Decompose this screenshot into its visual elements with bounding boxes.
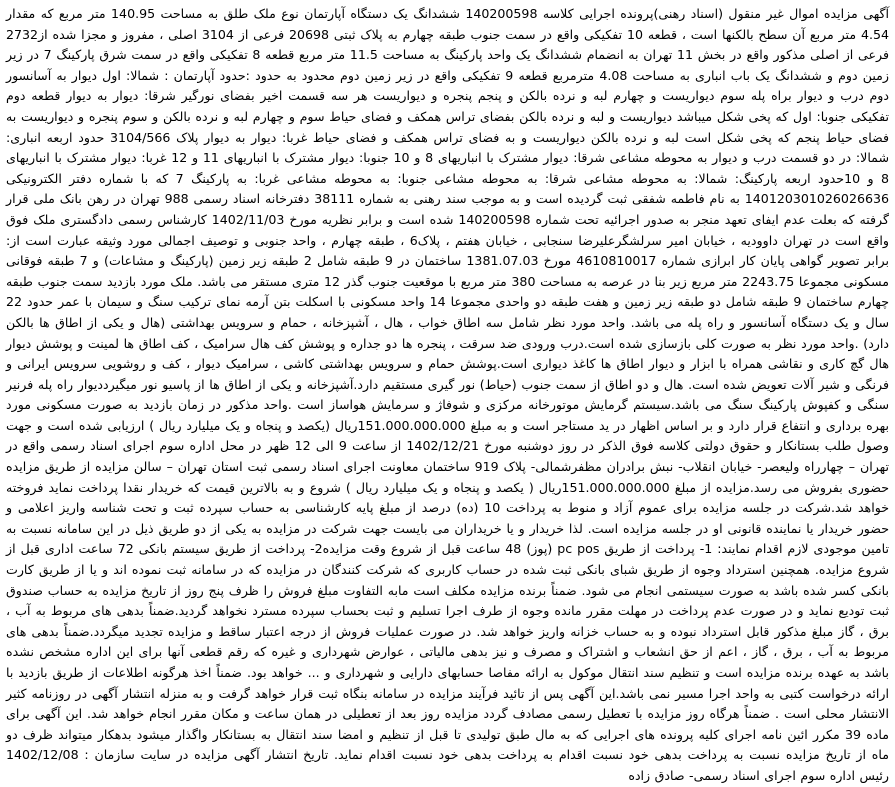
auction-notice-text: آگهی مزایده اموال غیر منقول (اسناد رهنی)پرونده اجرایی کلاسه 140200598 ششدانگ یک دستگاه آپارتمان نوع ملک طلق به مساحت 140.95 متر مربع که مقدار 4.54 متر مربع آن سطح بالکنها است ، قطعه 10 تفکیکی واقع در سمت جنوب طبقه چهارم به پلاک ثبتی 20698 فرعی از 3104 اصلی ، مفروز و مجزا شده از2732 فرعی از اصلی مذکور واقع در بخش 11 تهران به انضمام ششدانگ یک واحد پارکینگ به مساحت 11.5 متر مربع قطعه 8 تفکیکی واقع در سمت شرق پارکینگ 7 در زیر زمین دوم و ششدانگ یک باب انباری به مساحت 4.08 مترمربع قطعه 9 تفکیکی واقع در زیر زمین دوم محدود به حدود :حدود آپارتمان : شمالا: اول دیوار به آسانسور دوم درب و دیوار براه پله سوم دیواریست و چهارم لبه و نرده بالکن و پنجم پنجره و دیواریست هر سه قسمت اخیر بفضای نورگیر شرقا: دیوار به دیوار قطعه دوم تفکیکی جنوبا: اول که پخی شکل میباشد دیواریست و لبه و نرده بالکن بفضای تراس همکف و فضای حیاط سوم و چهارم لبه و نرده بالکن و سوم پنجره و دیواریست به فضای حیاط پنجم که پخی شکل است لبه و نرده بالکن دیواریست و به فضای تراس همکف و فضای حیاط غربا: دیوار به دیوار پلاک 3104/566 حدود اربعه انباری: شمالا: در دو قسمت درب و دیوار به محوطه مشاعی شرقا: دیوار مشترک با انباریهای 8 و 10 جنوبا: دیوار مشترک با انباریهای 11 و 12 غربا: دیوار مشترک با انباریهای 8 و 10حدود اربعه پارکینگ: شمالا: به محوطه مشاعی شرقا: به محوطه مشاعی جنوبا: به محوطه مشاعی غربا: به پارکینگ 7 که با شماره دفتر الکترونیکی 140120301026026636 به نام فاطمه شفقی ثبت گردیده است و به موجب سند رهنی به شماره 38111 دفترخانه اسناد رسمی 988 تهران در رهن بانک ملی قرار گرفته که بعلت عدم ایفای تعهد منجر به صدور اجرائیه تحت شماره 140200598 شده است و برابر نظریه مورخ 1402/11/03 کارشناس رسمی دادگستری ملک فوق واقع است در تهران داوودیه ، خیابان امیر سرلشگرعلیرضا سنجابی ، خیابان هفتم ، پلاک6 ، طبقه چهارم ، واحد جنوبی و توصیف اجمالی مورد وثیقه عبارت است از: برابر تصویر گواهی پایان کار ابرازی شماره 4610810017 مورخ 1381.07.03 ساختمان در 9 طبقه شامل 2 طبقه زیر زمین (پارکینگ و مشاعات) و 7 طبقه فوقانی مسکونی مجموعا 2243.75 متر مربع زیر بنا در عرصه به مساحت 380 متر مربع با موقعیت جنوب گذر 12 متری مستقر می باشد. ملک مورد بازدید سمت جنوب طبقه چهارم ساختمان 9 طبقه شامل دو طبقه زیر زمین و هفت طبقه دو واحدی مجموعا 14 واحد مسکونی با اسکلت بتن آرمه نمای ترکیب سنگ و سیمان با عمر حدود 22 سال و یک دستگاه آسانسور و راه پله می باشد. واحد مورد نظر شامل سه اطاق خواب ، هال ، آشپزخانه ، حمام و سرویس بهداشتی (هال و یکی از اطاق ها بالکن دارد) .واحد مورد نظر به صورت کلی بازسازی شده است.درب ورودی ضد سرقت ، پنجره ها دو جداره و پوشش کف هال سرامیک ، کف اطاق ها لمینت و پوشش دیوار هال گچ کاری و نقاشی همراه با ابزار و دیوار اطاق ها کاغذ دیواری است.پوشش حمام و سرویس بهداشتی کاشی ، سرامیک دیوار ، کف و روشویی سرویس ایرانی و فرنگی و شیر آلات تعویض شده است. هال و دو اطاق از سمت جنوب (حیاط) نور گیری مستقیم دارد.آشپزخانه و یکی از اطاق ها از پاسیو نور میگیرددیوار راه پله فرنیر سنگی و کفپوش پارکینگ سنگ می باشد.سیستم گرمایش موتورخانه مرکزی و شوفاژ و سرمایش هواساز است .واحد مذکور در زمان بازدید به صورت مسکونی مورد بهره برداری و انتفاع قرار دارد و بر اساس اظهار در ید مستاجر است و به مبلغ 151.000.000.000ریال (یکصد و پنجاه و یک میلیارد ریال ) ارزیابی شده است و جهت وصول طلب بستانکار و حقوق دولتی کلاسه فوق الذکر در روز دوشنبه مورخ 1402/12/21 از ساعت 9 الی 12 ظهر در محل اداره سوم اجرای اسناد رسمی واقع در تهران – چهارراه ولیعصر- خیابان انقلاب- نبش برادران مظفرشمالی- پلاک 919 ساختمان معاونت اجرای اسناد رسمی ثبت استان تهران – سالن مزایده از طریق مزایده حضوری بفروش می رسد.مزایده از مبلغ 151.000.000.000ریال ( یکصد و پنجاه و یک میلیارد ریال ) شروع و به بالاترین قیمت که خریدار نقدا پرداخت نماید فروخته خواهد شد.شرکت در جلسه مزایده برای عموم آزاد و منوط به پرداخت 10 (ده) درصد از مبلغ پایه کارشناسی به حساب سپرده ثبت و تحت شناسه واریز اعلامی و حضور خریدار یا نماینده قانونی او در جلسه مزایده است. لذا خریدار و یا خریداران می بایست جهت شرکت در مزایده به یکی از دو طریق ذیل در این سامانه نسبت به تامین موجودی لازم اقدام نمایند: 1- پرداخت از طریق pc pos (پوز) 48 ساعت قبل از شروع وقت مزایده2- پرداخت از طریق سیستم بانکی 72 ساعت اداری قبل از شروع مزایده. همچنین استرداد وجوه از طریق شبای بانکی ثبت شده در حساب کاربری که شرکت کنندگان در مزایده که در سامانه ثبت نموده اند و یا از طریق کارت بانکی کسر شده باشد به صورت سیستمی انجام می شود. ضمناً برنده مزایده مکلف است مابه التفاوت مبلغ فروش را ظرف پنج روز از تاریخ مزایده به حساب صندوق ثبت تودیع نماید و در صورت عدم پرداخت در مهلت مقرر مانده وجوه از طرف اجرا تسلیم و ثبت بحساب سپرده مسترد نخواهد گردید.ضمناً بدهی های مربوط به آب ، برق ، گاز مبلغ مذکور قابل استرداد نبوده و به حساب خزانه واریز خواهد شد. در صورت عملیات فروش از درجه اعتبار ساقط و مزایده تجدید میگردد.ضمناً بدهی های مربوط به آب ، برق ، گاز ، اعم از حق انشعاب و اشتراک و مصرف و نیز بدهی مالیاتی ، عوارض شهرداری و غیره که رقم قطعی آنها برای این اداره مشخص نشده باشد به عهده برنده مزایده است و تنظیم سند انتقال موکول به ارائه مفاصا حسابهای دارایی و شهرداری و ... خواهد بود. ضمناً اخذ هرگونه اطلاعات از طریق بازدید با ارائه درخواست کتبی به واحد اجرا مسیر نمی باشد.این آگهی پس از تائید فرآیند مزایده در سامانه بنگاه ثبت قرار خواهد گرفت و به منزله انتشار آگهی در روزنامه کثیر الانتشار محلی است . ضمناً هرگاه روز مزایده با تعطیل رسمی مصادف گردد مزایده روز بعد از تعطیلی در همان ساعت و مکان مقرر انجام خواهد شد. این آگهی برای ماده 39 مکرر ائین نامه اجرای کلیه پرونده های اجرایی که به مال طبق تولیدی تا قبل از تنظیم و امضا سند انتقال به بستانکار واگذار میشود بدهکار میتواند ظرف دو ماه از تاریخ مزایده نسبت به پرداخت بدهی خود نسبت اقدام به پرداخت بدهی خود نسبت اقدام نماید. تاریخ انتشار آگهی مزایده در سایت سازمان : 1402/12/08 رئیس اداره سوم اجرای اسناد رسمی- صادق زاده [6,6,890,783]
